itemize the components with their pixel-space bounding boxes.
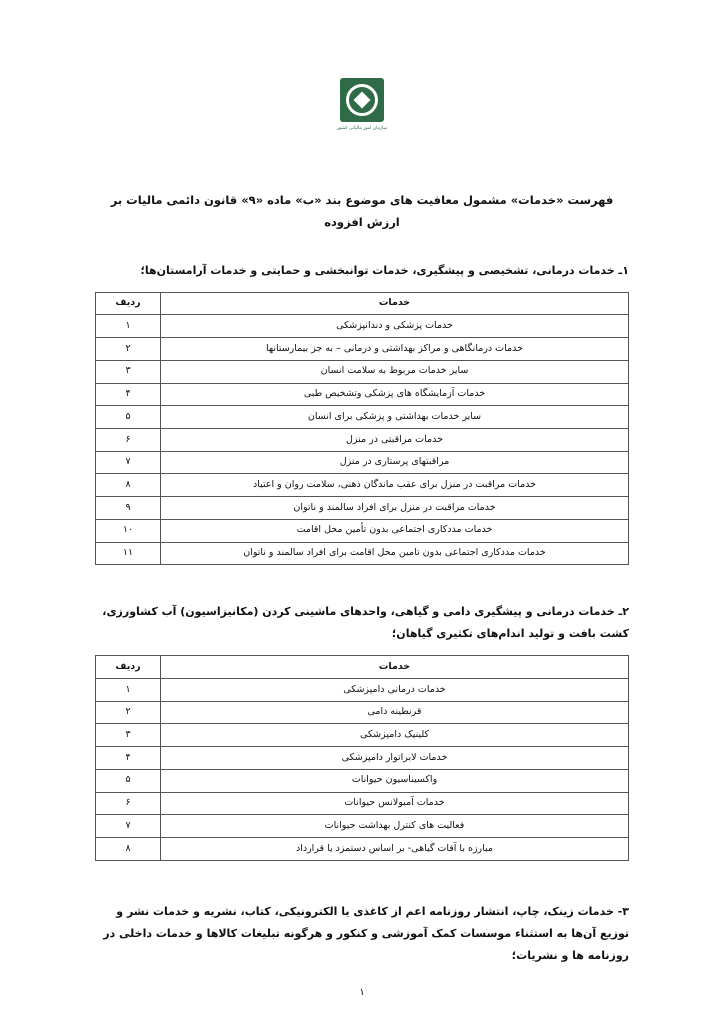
cell-service: خدمات درمانگاهی و مراکز بهداشتی و درمانی – به جز بیمارستانها bbox=[161, 338, 629, 361]
cell-row-number: ۲ bbox=[96, 701, 161, 724]
table-row bbox=[96, 792, 629, 815]
table-row bbox=[96, 429, 629, 452]
cell-service: خدمات آزمایشگاه های پزشکی وتشخیص طبی bbox=[161, 383, 629, 406]
cell-row-number: ۲ bbox=[96, 338, 161, 361]
cell-row-number: ۳ bbox=[96, 360, 161, 383]
section-spacer bbox=[95, 867, 629, 901]
services-table-1 bbox=[95, 292, 629, 566]
organization-logo bbox=[95, 78, 629, 146]
table-row bbox=[96, 815, 629, 838]
cell-row-number: ۱۱ bbox=[96, 542, 161, 565]
cell-service: خدمات پزشکی و دندانپزشکی bbox=[161, 315, 629, 338]
cell-service: خدمات مددکاری اجتماعی بدون تأمین محل اقامت bbox=[161, 519, 629, 542]
section-heading-2: ۲ـ خدمات درمانی و پیشگیری دامی و گیاهی، واحدهای ماشینی کردن (مکانیزاسیون) آب کشاورزی، کشت بافت و تولید اندام‌های تکثیری گیاهان؛ bbox=[102, 605, 629, 641]
cell-service: سایر خدمات بهداشتی و پزشکی برای انسان bbox=[161, 406, 629, 429]
table-row bbox=[96, 724, 629, 747]
cell-row-number: ۷ bbox=[96, 815, 161, 838]
cell-row-number: ۵ bbox=[96, 406, 161, 429]
table-row bbox=[96, 360, 629, 383]
table-row bbox=[96, 519, 629, 542]
cell-service: خدمات لابراتوار دامپزشکی bbox=[161, 747, 629, 770]
section-heading-3: ۳- خدمات زینک، چاپ، انتشار روزنامه اعم از کاغذی یا الکترونیکی، کتاب، نشریه و خدمات نشر و توزیع آن‌ها به استثناء موسسات کمک آموزشی و کنکور و هرگونه تبلیغات کالاها و خدمات داخلی در روزنامه ها و نشریات؛ bbox=[103, 904, 629, 962]
table-row bbox=[96, 406, 629, 429]
logo-container bbox=[333, 78, 391, 146]
table-row bbox=[96, 679, 629, 702]
page-number: ۱ bbox=[359, 987, 365, 998]
cell-row-number: ۴ bbox=[96, 383, 161, 406]
cell-row-number: ۱ bbox=[96, 315, 161, 338]
logo-caption: سازمان امور مالیاتی کشور bbox=[336, 126, 388, 131]
cell-service: سایر خدمات مربوط به سلامت انسان bbox=[161, 360, 629, 383]
cell-row-number: ۴ bbox=[96, 747, 161, 770]
services-table-2 bbox=[95, 655, 629, 860]
column-header-services: خدمات bbox=[161, 292, 629, 315]
cell-row-number: ۱ bbox=[96, 679, 161, 702]
cell-service: واکسیناسیون حیوانات bbox=[161, 769, 629, 792]
table-row bbox=[96, 769, 629, 792]
page-title: فهرست «خدمات» مشمول معافیت های موضوع بند «ب» ماده «۹» قانون دائمی مالیات بر ارزش افزوده bbox=[110, 193, 614, 229]
table-row bbox=[96, 497, 629, 520]
cell-row-number: ۷ bbox=[96, 451, 161, 474]
cell-row-number: ۸ bbox=[96, 474, 161, 497]
cell-service: خدمات مراقبت در منزل برای افراد سالمند و ناتوان bbox=[161, 497, 629, 520]
table-header-row bbox=[96, 656, 629, 679]
table-row bbox=[96, 701, 629, 724]
cell-service: قرنطینه دامی bbox=[161, 701, 629, 724]
cell-service: کلینیک دامپزشکی bbox=[161, 724, 629, 747]
cell-row-number: ۶ bbox=[96, 429, 161, 452]
table-row bbox=[96, 315, 629, 338]
cell-row-number: ۵ bbox=[96, 769, 161, 792]
cell-service: خدمات مراقبت در منزل برای عقب ماندگان ذهنی، سلامت روان و اعتیاد bbox=[161, 474, 629, 497]
cell-service: مراقبتهای پرستاری در منزل bbox=[161, 451, 629, 474]
table-row bbox=[96, 542, 629, 565]
emblem-icon bbox=[340, 78, 384, 122]
table-row bbox=[96, 451, 629, 474]
table-row bbox=[96, 474, 629, 497]
cell-row-number: ۹ bbox=[96, 497, 161, 520]
section-spacer bbox=[95, 571, 629, 601]
table-row bbox=[96, 338, 629, 361]
column-header-services: خدمات bbox=[161, 656, 629, 679]
cell-service: خدمات مددکاری اجتماعی بدون تامین محل اقامت برای افراد سالمند و ناتوان bbox=[161, 542, 629, 565]
section-heading-1: ۱ـ خدمات درمانی، تشخیصی و پیشگیری، خدمات توانبخشی و حمایتی و خدمات آرامستان‌ها؛ bbox=[140, 263, 629, 277]
cell-service: خدمات آمبولانس حیوانات bbox=[161, 792, 629, 815]
table-row bbox=[96, 747, 629, 770]
cell-service: خدمات مراقبتی در منزل bbox=[161, 429, 629, 452]
cell-row-number: ۸ bbox=[96, 838, 161, 861]
column-header-row-number: ردیف bbox=[96, 656, 161, 679]
table-header-row bbox=[96, 292, 629, 315]
cell-service: خدمات درمانی دامپزشکی bbox=[161, 679, 629, 702]
cell-row-number: ۱۰ bbox=[96, 519, 161, 542]
cell-row-number: ۳ bbox=[96, 724, 161, 747]
cell-row-number: ۶ bbox=[96, 792, 161, 815]
column-header-row-number: ردیف bbox=[96, 292, 161, 315]
cell-service: مبارزه با آفات گیاهی- بر اساس دستمزد یا قرارداد bbox=[161, 838, 629, 861]
table-row bbox=[96, 383, 629, 406]
table-row bbox=[96, 838, 629, 861]
cell-service: فعالیت های کنترل بهداشت حیوانات bbox=[161, 815, 629, 838]
